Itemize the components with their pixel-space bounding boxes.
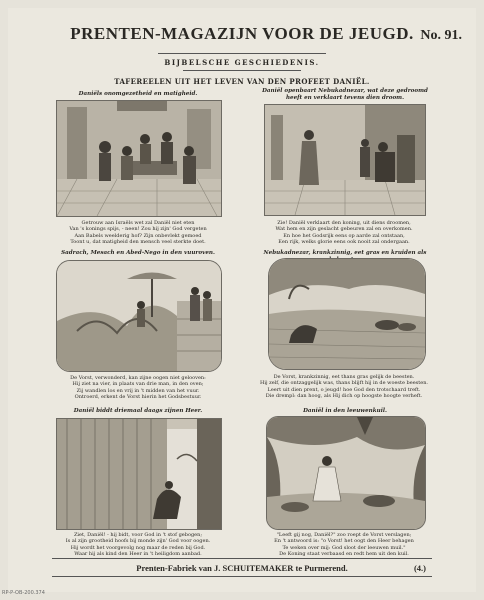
verse-line: Ziet, Daniël! - hij bidt, voor God in 't stof gebogen; [73,532,203,538]
verse-line: Hij ziet na vier, in plaats van drie man, in den oven; [72,381,204,388]
verse-line: De Vorst, krankzinnig, eet thans gras gelijk de beesten. [273,374,415,380]
panel-4-caption: Nebukadnezar, krankzinnig, eet gras en kruiden als [263,250,427,256]
verse-line: Toont u, dat matigheid den mensch veel sterkte doet. [70,238,206,245]
panel-6-engraving [266,416,426,530]
verse-line: Hij wordt het voorgevolg nog maar de reden bij God. [70,544,206,551]
print-number: No. 91. [420,28,462,43]
panel-6-verse [256,532,432,557]
verse-line: Van 's konings spijs, - neen! Zou hij zijn' God vergeten [69,226,207,233]
panel-2-engraving [264,104,426,216]
panel-6-caption: Daniël in den leeuwenkuil. [303,408,387,414]
panel-3-verse [52,375,224,400]
panel-2-caption: Daniël openbaart Nebukadnezar, wat deze gedroomd heeft en verklaart tevens dien droom. [262,88,428,101]
inventory-label: RP-P-OB-200.374 [2,590,45,596]
panel-5-engraving [56,418,222,530]
publisher-line: Prenten-Fabriek van J. SCHUITEMAKER te Purmerend. [136,563,348,573]
sheet-number: (4.) [413,563,426,573]
series-title: TAFEREELEN UIT HET LEVEN VAN DEN PROFEET DANIËL. [114,77,370,86]
verse-line: Ontroerd, erkent de Vorst hierin het Godsbestuur. [74,393,202,400]
verse-line: Die drempl: dan hoog, als Hij dich op hoogste hoogte verheft. [265,392,423,399]
verse-line: Is al zijn grootheid hoofs bij monde zijn' God voor oogen. [65,538,211,545]
verse-line: Zij wandlen los en vrij in 't midden van het vuur. [76,387,200,394]
verse-line: Hij zelf, die ontzaggelijk was, thans blijft hij in de woeste beesten. [259,380,428,387]
verse-line: De Vorst, verwonderd, kan zijne oogen niet gelooven: [70,375,206,381]
verse-line: De Koning staat verbaasd en redt hem uit den kuil. [279,550,409,557]
panel-3-engraving [56,260,222,372]
verse-line: Een rijk, welks glorie eens ook nooit zal ondergaan. [278,238,410,245]
panel-2-verse [256,220,432,245]
panel-5-caption: Daniël biddt driemaal daags zijnen Heer. [73,408,203,414]
subtitle: BIJBELSCHE GESCHIEDENIS. [164,58,320,67]
verse-line: Aan Babels weelderig hof? Zijn onbevlekt gemoed [74,232,202,239]
panel-1-engraving [56,100,222,217]
verse-line: En 't antwoord is: "o Vorst! het oogt den Heer behagen [274,538,414,545]
header [8,24,476,44]
verse-line: Waar hij als kind den Heer in 't heiligdom aanbad. [74,550,202,557]
verse-line: En hoe het Godsrijk eens op aarde zal ontstaan, [283,232,405,239]
title-rule [158,53,326,54]
verse-line: Leert uit dien prent, o jeugd! hoe God den trotschaard treft. [267,386,421,393]
page-title: PRENTEN-MAGAZIJN VOOR DE JEUGD. [70,24,414,43]
verse-line: "Leeft gij nog, Daniël?" zoo roept de Vorst verslagen; [276,532,412,538]
panel-1-caption: Daniëls onomgezetheid en matigheid. [78,91,198,97]
footer-rule-bottom [52,576,432,577]
panel-1-verse [52,220,224,245]
subtitle-rule [183,70,301,71]
footer-rule [52,558,432,559]
panel-5-verse [52,532,224,557]
verse-line: Getrouw aan Israëls wet zal Daniël niet eten [81,220,195,226]
verse-line: Wat hem en zijn geslacht gebeuren zal en overkomen. [275,226,413,233]
verse-line: Te weken over mij: God sloot der leeuwen muil." [282,544,406,551]
verse-line: Zie! Daniël verklaart den koning, uit diens droomen, [277,220,411,226]
panel-3-caption: Sadrach, Mesach en Abed-Nego in den vuuroven. [61,250,215,256]
panel-4-engraving [268,258,426,370]
panel-4-verse [256,374,432,399]
print-sheet [8,8,476,592]
